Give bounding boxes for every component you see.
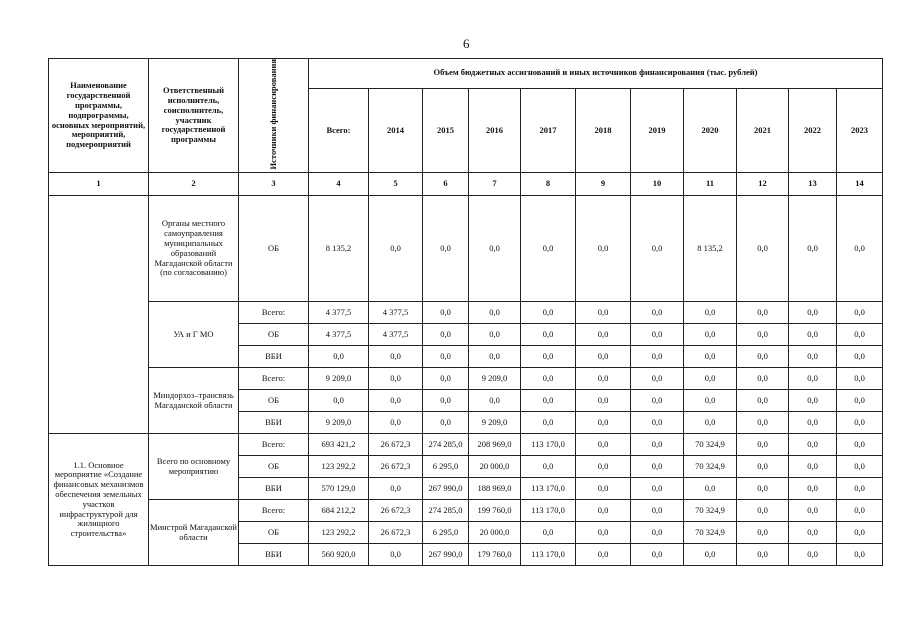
- col-number: 9: [576, 173, 631, 196]
- value-cell: 6 295,0: [423, 456, 469, 478]
- value-cell: 0,0: [789, 196, 837, 302]
- header-sources: [239, 59, 309, 173]
- header-group-financing: Объем бюджетных ассигнований и иных источников финансирования (тыс. рублей): [309, 59, 883, 89]
- value-cell: 0,0: [684, 412, 737, 434]
- value-cell: 123 292,2: [309, 456, 369, 478]
- value-cell: 4 377,5: [369, 302, 423, 324]
- value-cell: 0,0: [737, 544, 789, 566]
- value-cell: 0,0: [423, 368, 469, 390]
- value-cell: 0,0: [631, 412, 684, 434]
- value-cell: 267 990,0: [423, 544, 469, 566]
- value-cell: 0,0: [837, 456, 883, 478]
- value-cell: 0,0: [837, 390, 883, 412]
- value-cell: 0,0: [789, 434, 837, 456]
- executor-cell: Минстрой Магаданской области: [149, 500, 239, 566]
- value-cell: 0,0: [469, 324, 521, 346]
- value-cell: 20 000,0: [469, 456, 521, 478]
- value-cell: 113 170,0: [521, 544, 576, 566]
- value-cell: 123 292,2: [309, 522, 369, 544]
- value-cell: 6 295,0: [423, 522, 469, 544]
- value-cell: 0,0: [737, 412, 789, 434]
- value-cell: 188 969,0: [469, 478, 521, 500]
- table-row: [49, 368, 883, 390]
- value-cell: 0,0: [631, 544, 684, 566]
- value-cell: 267 990,0: [423, 478, 469, 500]
- financing-table: [48, 58, 883, 566]
- value-cell: 0,0: [423, 196, 469, 302]
- value-cell: 0,0: [631, 456, 684, 478]
- value-cell: 0,0: [423, 390, 469, 412]
- source-cell: ОБ: [239, 324, 309, 346]
- value-cell: 0,0: [521, 412, 576, 434]
- value-cell: 0,0: [684, 478, 737, 500]
- col-number: 13: [789, 173, 837, 196]
- value-cell: 0,0: [369, 478, 423, 500]
- value-cell: 0,0: [576, 522, 631, 544]
- value-cell: 0,0: [576, 434, 631, 456]
- value-cell: 0,0: [576, 478, 631, 500]
- value-cell: 199 760,0: [469, 500, 521, 522]
- value-cell: 0,0: [684, 324, 737, 346]
- header-total: Всего:: [309, 88, 369, 173]
- col-number: 2: [149, 173, 239, 196]
- value-cell: 693 421,2: [309, 434, 369, 456]
- header-year: 2017: [521, 88, 576, 173]
- source-cell: ВБИ: [239, 478, 309, 500]
- value-cell: 274 285,0: [423, 500, 469, 522]
- value-cell: 0,0: [737, 196, 789, 302]
- value-cell: 113 170,0: [521, 500, 576, 522]
- col-number: 12: [737, 173, 789, 196]
- value-cell: 0,0: [737, 478, 789, 500]
- value-cell: 0,0: [631, 434, 684, 456]
- col-number: 10: [631, 173, 684, 196]
- value-cell: 0,0: [423, 346, 469, 368]
- value-cell: 0,0: [737, 302, 789, 324]
- value-cell: 0,0: [576, 324, 631, 346]
- value-cell: 70 324,9: [684, 434, 737, 456]
- value-cell: 0,0: [837, 544, 883, 566]
- value-cell: 0,0: [521, 368, 576, 390]
- value-cell: 0,0: [837, 500, 883, 522]
- executor-cell: Миндорхоз–трансвязь Магаданской области: [149, 368, 239, 434]
- value-cell: 70 324,9: [684, 522, 737, 544]
- program-name-cell: 1.1. Основное мероприятие «Создание финансовых механизмов обеспечения земельных участков инфраструктурой для жилищного строительства»: [49, 434, 149, 566]
- value-cell: 0,0: [631, 196, 684, 302]
- value-cell: 0,0: [789, 500, 837, 522]
- table-row: [49, 500, 883, 522]
- value-cell: 0,0: [369, 368, 423, 390]
- col-number: 1: [49, 173, 149, 196]
- col-number: 11: [684, 173, 737, 196]
- table-row: [49, 196, 883, 302]
- page-number: 6: [463, 36, 470, 51]
- value-cell: 0,0: [789, 390, 837, 412]
- value-cell: 0,0: [837, 196, 883, 302]
- value-cell: 684 212,2: [309, 500, 369, 522]
- value-cell: 0,0: [837, 368, 883, 390]
- value-cell: 0,0: [423, 412, 469, 434]
- col-number: 8: [521, 173, 576, 196]
- value-cell: 0,0: [576, 500, 631, 522]
- value-cell: 0,0: [684, 346, 737, 368]
- source-cell: Всего:: [239, 500, 309, 522]
- value-cell: 0,0: [631, 500, 684, 522]
- col-number: 7: [469, 173, 521, 196]
- value-cell: 0,0: [737, 500, 789, 522]
- value-cell: 9 209,0: [309, 368, 369, 390]
- value-cell: 0,0: [837, 522, 883, 544]
- value-cell: 0,0: [309, 346, 369, 368]
- source-cell: Всего:: [239, 302, 309, 324]
- value-cell: 0,0: [789, 368, 837, 390]
- header-year: 2014: [369, 88, 423, 173]
- header-executor: Ответственный исполнитель, соисполнитель, участник государственной программы: [149, 59, 239, 173]
- table-row: [49, 434, 883, 456]
- value-cell: 9 209,0: [309, 412, 369, 434]
- value-cell: 0,0: [469, 346, 521, 368]
- value-cell: 0,0: [737, 434, 789, 456]
- value-cell: 179 760,0: [469, 544, 521, 566]
- value-cell: 570 129,0: [309, 478, 369, 500]
- value-cell: 0,0: [789, 478, 837, 500]
- value-cell: 0,0: [737, 368, 789, 390]
- value-cell: 26 672,3: [369, 500, 423, 522]
- value-cell: 9 209,0: [469, 412, 521, 434]
- value-cell: 0,0: [631, 522, 684, 544]
- executor-cell: Органы местного самоуправления муниципальных образований Магаданской области (по согласованию): [149, 196, 239, 302]
- value-cell: 4 377,5: [309, 302, 369, 324]
- col-number: 5: [369, 173, 423, 196]
- source-cell: ОБ: [239, 522, 309, 544]
- value-cell: 0,0: [737, 324, 789, 346]
- value-cell: 0,0: [369, 390, 423, 412]
- value-cell: 70 324,9: [684, 500, 737, 522]
- value-cell: 0,0: [521, 390, 576, 412]
- value-cell: 0,0: [576, 368, 631, 390]
- executor-cell: УА и Г МО: [149, 302, 239, 368]
- program-name-cell-empty: [49, 196, 149, 434]
- source-cell: ОБ: [239, 390, 309, 412]
- value-cell: 70 324,9: [684, 456, 737, 478]
- value-cell: 0,0: [369, 196, 423, 302]
- executor-cell: Всего по основному мероприятию: [149, 434, 239, 500]
- header-program-name: Наименование государственной программы, подпрограммы, основных мероприятий, мероприятий, подмероприятий: [49, 59, 149, 173]
- value-cell: 0,0: [837, 302, 883, 324]
- value-cell: 0,0: [521, 324, 576, 346]
- value-cell: 0,0: [837, 324, 883, 346]
- value-cell: 0,0: [631, 390, 684, 412]
- value-cell: 0,0: [789, 522, 837, 544]
- value-cell: 0,0: [789, 302, 837, 324]
- value-cell: 0,0: [737, 456, 789, 478]
- value-cell: 0,0: [837, 346, 883, 368]
- value-cell: 0,0: [631, 324, 684, 346]
- value-cell: 0,0: [469, 196, 521, 302]
- header-year: 2019: [631, 88, 684, 173]
- value-cell: 0,0: [309, 390, 369, 412]
- value-cell: 0,0: [576, 412, 631, 434]
- value-cell: 0,0: [789, 544, 837, 566]
- header-year: 2023: [837, 88, 883, 173]
- value-cell: 0,0: [789, 346, 837, 368]
- source-cell: Всего:: [239, 434, 309, 456]
- value-cell: 0,0: [837, 434, 883, 456]
- value-cell: 26 672,3: [369, 522, 423, 544]
- value-cell: 0,0: [576, 544, 631, 566]
- value-cell: 0,0: [469, 302, 521, 324]
- value-cell: 0,0: [521, 522, 576, 544]
- value-cell: 0,0: [521, 196, 576, 302]
- value-cell: 0,0: [789, 456, 837, 478]
- value-cell: 0,0: [684, 368, 737, 390]
- value-cell: 0,0: [631, 368, 684, 390]
- value-cell: 0,0: [521, 456, 576, 478]
- header-year: 2021: [737, 88, 789, 173]
- value-cell: 0,0: [737, 346, 789, 368]
- value-cell: 208 969,0: [469, 434, 521, 456]
- value-cell: 0,0: [631, 346, 684, 368]
- source-cell: ВБИ: [239, 346, 309, 368]
- value-cell: 0,0: [576, 196, 631, 302]
- value-cell: 0,0: [369, 544, 423, 566]
- source-cell: ОБ: [239, 456, 309, 478]
- value-cell: 0,0: [631, 478, 684, 500]
- col-number: 14: [837, 173, 883, 196]
- value-cell: 4 377,5: [309, 324, 369, 346]
- value-cell: 0,0: [789, 324, 837, 346]
- table-row: [49, 302, 883, 324]
- header-year: 2018: [576, 88, 631, 173]
- value-cell: 0,0: [469, 390, 521, 412]
- value-cell: 0,0: [576, 346, 631, 368]
- value-cell: 0,0: [521, 302, 576, 324]
- value-cell: 0,0: [737, 522, 789, 544]
- value-cell: 0,0: [423, 302, 469, 324]
- col-number: 3: [239, 173, 309, 196]
- value-cell: 8 135,2: [309, 196, 369, 302]
- value-cell: 0,0: [576, 456, 631, 478]
- header-sources-text: Источники финансирования: [267, 59, 278, 170]
- value-cell: 113 170,0: [521, 434, 576, 456]
- value-cell: 113 170,0: [521, 478, 576, 500]
- value-cell: 0,0: [423, 324, 469, 346]
- value-cell: 560 920,0: [309, 544, 369, 566]
- value-cell: 20 000,0: [469, 522, 521, 544]
- value-cell: 0,0: [789, 412, 837, 434]
- value-cell: 0,0: [521, 346, 576, 368]
- value-cell: 0,0: [576, 390, 631, 412]
- value-cell: 0,0: [369, 412, 423, 434]
- source-cell: ВБИ: [239, 544, 309, 566]
- source-cell: ВБИ: [239, 412, 309, 434]
- value-cell: 26 672,3: [369, 456, 423, 478]
- header-year: 2020: [684, 88, 737, 173]
- value-cell: 4 377,5: [369, 324, 423, 346]
- source-cell: Всего:: [239, 368, 309, 390]
- col-number: 4: [309, 173, 369, 196]
- col-number: 6: [423, 173, 469, 196]
- header-year: 2016: [469, 88, 521, 173]
- value-cell: 0,0: [684, 544, 737, 566]
- value-cell: 0,0: [684, 390, 737, 412]
- source-cell: ОБ: [239, 196, 309, 302]
- value-cell: 0,0: [576, 302, 631, 324]
- value-cell: 26 672,3: [369, 434, 423, 456]
- value-cell: 0,0: [837, 478, 883, 500]
- value-cell: 0,0: [837, 412, 883, 434]
- value-cell: 8 135,2: [684, 196, 737, 302]
- value-cell: 0,0: [684, 302, 737, 324]
- value-cell: 0,0: [737, 390, 789, 412]
- header-year: 2022: [789, 88, 837, 173]
- value-cell: 274 285,0: [423, 434, 469, 456]
- value-cell: 0,0: [369, 346, 423, 368]
- header-year: 2015: [423, 88, 469, 173]
- value-cell: 9 209,0: [469, 368, 521, 390]
- column-number-row: [49, 173, 883, 196]
- value-cell: 0,0: [631, 302, 684, 324]
